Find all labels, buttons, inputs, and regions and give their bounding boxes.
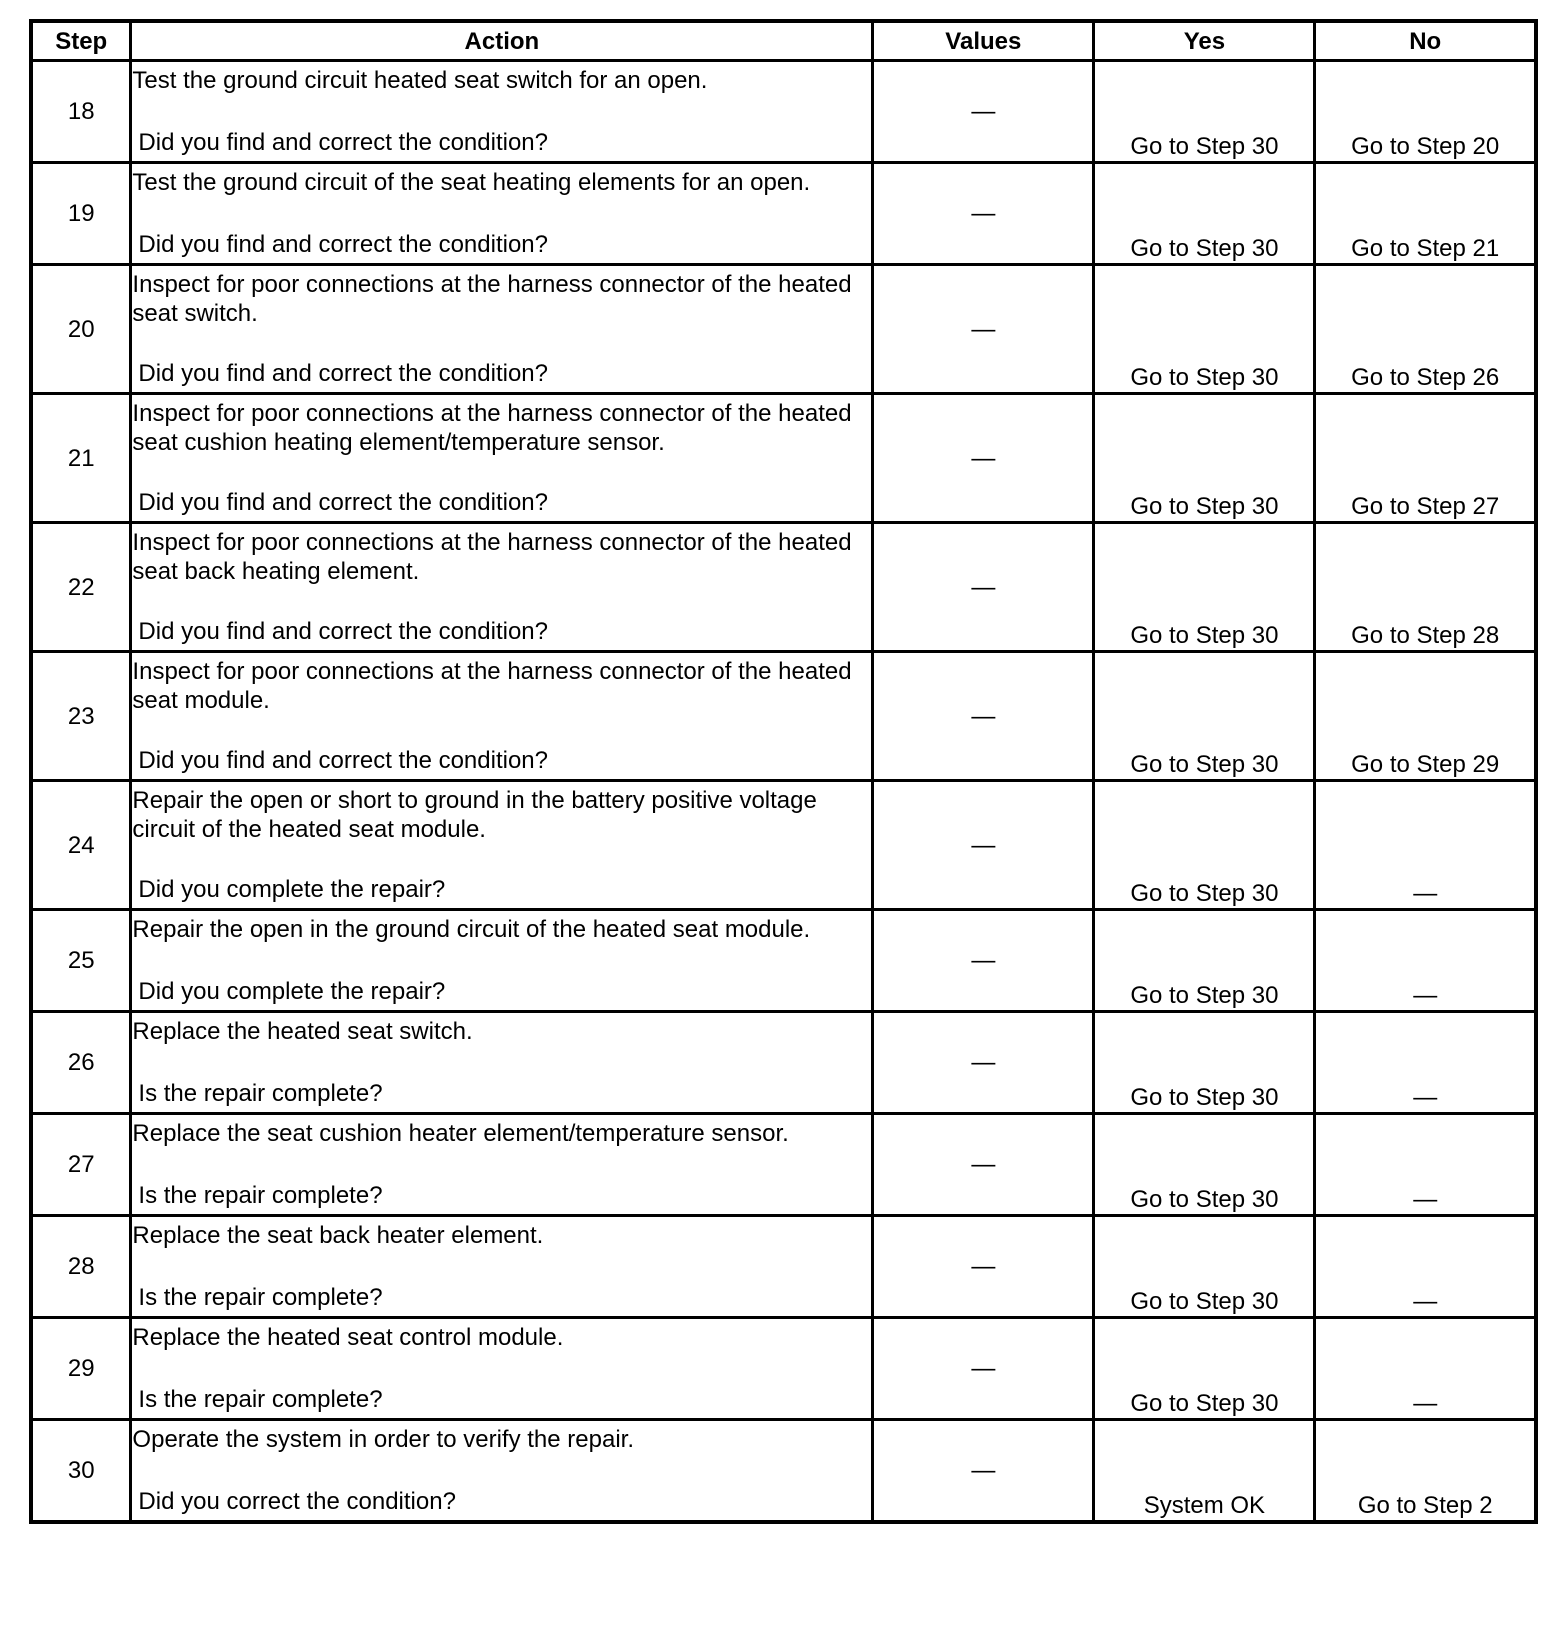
yes-cell: Go to Step 30 [1094, 265, 1315, 394]
action-cell [131, 1216, 873, 1318]
values-cell: — [873, 1012, 1094, 1114]
action-cell [131, 1114, 873, 1216]
yes-cell: Go to Step 30 [1094, 1216, 1315, 1318]
header-row [31, 21, 1536, 61]
no-cell: — [1315, 1012, 1536, 1114]
table-row [31, 1420, 1536, 1523]
step-number: 28 [31, 1216, 131, 1318]
header-step: Step [31, 21, 131, 61]
values-cell: — [873, 523, 1094, 652]
no-cell: Go to Step 2 [1315, 1420, 1536, 1523]
values-cell: — [873, 1114, 1094, 1216]
action-text: Replace the heated seat switch. [132, 1018, 473, 1045]
question-text: Did you find and correct the condition? [138, 360, 549, 387]
values-cell: — [873, 61, 1094, 163]
question-text: Did you correct the condition? [138, 1488, 456, 1515]
action-text: Test the ground circuit heated seat switch for an open. [132, 67, 708, 94]
table-row [31, 1216, 1536, 1318]
no-cell: — [1315, 1216, 1536, 1318]
table-row [31, 61, 1536, 163]
step-number: 23 [31, 652, 131, 781]
action-cell [131, 163, 873, 265]
table-row [31, 523, 1536, 652]
table-row [31, 781, 1536, 910]
header-values: Values [873, 21, 1094, 61]
step-number: 22 [31, 523, 131, 652]
question-text: Did you complete the repair? [138, 978, 446, 1005]
no-cell: — [1315, 1114, 1536, 1216]
yes-cell: Go to Step 30 [1094, 652, 1315, 781]
no-cell: Go to Step 29 [1315, 652, 1536, 781]
yes-cell: Go to Step 30 [1094, 163, 1315, 265]
header-yes: Yes [1094, 21, 1315, 61]
yes-cell: Go to Step 30 [1094, 394, 1315, 523]
action-text: Inspect for poor connections at the harness connector of the heated seat back heating element. [132, 529, 852, 585]
values-cell: — [873, 394, 1094, 523]
action-text: Inspect for poor connections at the harness connector of the heated seat switch. [132, 271, 852, 327]
table-row [31, 652, 1536, 781]
question-text: Is the repair complete? [138, 1080, 383, 1107]
table-row [31, 265, 1536, 394]
step-number: 19 [31, 163, 131, 265]
step-number: 29 [31, 1318, 131, 1420]
step-number: 26 [31, 1012, 131, 1114]
question-text: Is the repair complete? [138, 1386, 383, 1413]
action-cell [131, 61, 873, 163]
table-row [31, 163, 1536, 265]
action-text: Repair the open in the ground circuit of the heated seat module. [132, 916, 811, 943]
table-row [31, 1318, 1536, 1420]
yes-cell: Go to Step 30 [1094, 910, 1315, 1012]
step-number: 30 [31, 1420, 131, 1523]
question-text: Did you find and correct the condition? [138, 747, 549, 774]
step-number: 27 [31, 1114, 131, 1216]
question-text: Did you find and correct the condition? [138, 129, 549, 156]
step-number: 25 [31, 910, 131, 1012]
action-cell [131, 1318, 873, 1420]
yes-cell: Go to Step 30 [1094, 523, 1315, 652]
action-text: Inspect for poor connections at the harness connector of the heated seat cushion heating element/temperature sensor. [132, 400, 852, 456]
yes-cell: Go to Step 30 [1094, 1114, 1315, 1216]
question-text: Did you find and correct the condition? [138, 489, 549, 516]
no-cell: — [1315, 910, 1536, 1012]
question-text: Is the repair complete? [138, 1182, 383, 1209]
values-cell: — [873, 1216, 1094, 1318]
action-text: Repair the open or short to ground in the battery positive voltage circuit of the heated seat module. [132, 787, 817, 843]
action-cell [131, 910, 873, 1012]
action-text: Replace the heated seat control module. [132, 1324, 564, 1351]
action-cell [131, 781, 873, 910]
values-cell: — [873, 781, 1094, 910]
no-cell: Go to Step 27 [1315, 394, 1536, 523]
yes-cell: Go to Step 30 [1094, 1318, 1315, 1420]
question-text: Is the repair complete? [138, 1284, 383, 1311]
action-text: Replace the seat cushion heater element/temperature sensor. [132, 1120, 789, 1147]
step-number: 20 [31, 265, 131, 394]
step-number: 21 [31, 394, 131, 523]
no-cell: — [1315, 1318, 1536, 1420]
no-cell: Go to Step 21 [1315, 163, 1536, 265]
values-cell: — [873, 163, 1094, 265]
step-number: 18 [31, 61, 131, 163]
table-row [31, 1114, 1536, 1216]
values-cell: — [873, 652, 1094, 781]
no-cell: Go to Step 26 [1315, 265, 1536, 394]
no-cell: — [1315, 781, 1536, 910]
action-text: Replace the seat back heater element. [132, 1222, 544, 1249]
action-cell [131, 1012, 873, 1114]
action-cell [131, 394, 873, 523]
question-text: Did you find and correct the condition? [138, 231, 549, 258]
table-row [31, 394, 1536, 523]
question-text: Did you find and correct the condition? [138, 618, 549, 645]
question-text: Did you complete the repair? [138, 876, 446, 903]
values-cell: — [873, 265, 1094, 394]
no-cell: Go to Step 20 [1315, 61, 1536, 163]
values-cell: — [873, 1318, 1094, 1420]
table-row [31, 910, 1536, 1012]
header-no: No [1315, 21, 1536, 61]
action-text: Inspect for poor connections at the harness connector of the heated seat module. [132, 658, 852, 714]
yes-cell: System OK [1094, 1420, 1315, 1523]
step-number: 24 [31, 781, 131, 910]
action-cell [131, 523, 873, 652]
action-text: Test the ground circuit of the seat heating elements for an open. [132, 169, 811, 196]
action-cell [131, 652, 873, 781]
values-cell: — [873, 910, 1094, 1012]
diagnostic-table [29, 19, 1538, 1524]
action-cell [131, 265, 873, 394]
values-cell: — [873, 1420, 1094, 1523]
header-action: Action [131, 21, 873, 61]
yes-cell: Go to Step 30 [1094, 781, 1315, 910]
action-cell [131, 1420, 873, 1523]
no-cell: Go to Step 28 [1315, 523, 1536, 652]
action-text: Operate the system in order to verify the repair. [132, 1426, 634, 1453]
yes-cell: Go to Step 30 [1094, 1012, 1315, 1114]
table-row [31, 1012, 1536, 1114]
yes-cell: Go to Step 30 [1094, 61, 1315, 163]
